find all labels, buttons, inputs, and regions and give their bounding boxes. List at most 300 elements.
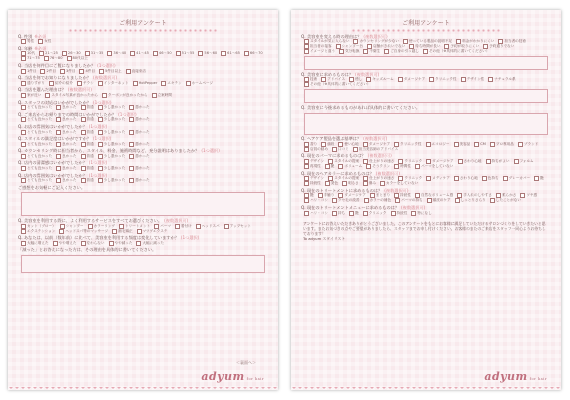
question-text: Q. 美容室を変える時の理由は？ [301,33,362,39]
checkbox[interactable] [99,69,104,74]
option-label: ご自身の引っ越し [390,49,419,54]
free-text-box[interactable] [21,255,265,273]
checkbox[interactable] [224,224,229,229]
checkbox[interactable] [503,176,508,181]
checkbox[interactable] [304,49,309,54]
option-label: 担当者の接客 [310,44,332,49]
question-text: Q. 現在のパーマに求めるものは？ [301,153,366,159]
checkbox[interactable] [81,154,86,159]
answer-option[interactable] [56,166,76,171]
checkbox[interactable] [398,77,403,82]
answer-option[interactable] [98,81,129,86]
answer-option[interactable] [461,77,485,82]
checkbox[interactable] [342,181,347,186]
checkbox[interactable] [304,147,309,152]
answer-option[interactable] [98,142,126,147]
checkbox[interactable] [176,51,181,56]
answer-option[interactable] [129,142,149,147]
checkbox[interactable] [332,147,337,152]
answer-option[interactable] [339,49,359,54]
option-label: エクステンション [27,228,56,233]
answer-option[interactable] [304,181,321,186]
answer-option[interactable] [398,77,425,82]
answer-option[interactable] [81,105,94,110]
answer-option[interactable] [415,164,453,169]
free-text-box[interactable] [304,56,548,70]
checkbox[interactable] [79,69,84,74]
question-note: (複数選択可) [363,33,388,39]
free-text-box[interactable] [304,89,548,103]
checkbox[interactable] [77,81,82,86]
option-label: 再現性 [310,163,321,168]
answer-option[interactable] [411,211,431,216]
answer-option[interactable] [486,159,510,164]
answer-option[interactable] [21,178,52,183]
answer-option[interactable] [56,105,76,110]
option-label: 持ち [337,210,346,215]
answer-option[interactable] [304,49,335,54]
checkbox[interactable] [411,211,416,216]
checkbox[interactable] [394,164,399,169]
checkbox[interactable] [98,117,103,122]
answer-option[interactable] [490,142,514,147]
answer-option[interactable] [59,229,108,234]
checkbox[interactable] [21,93,26,98]
answer-option[interactable] [53,241,77,246]
checkbox[interactable] [98,130,103,135]
checkbox[interactable] [21,105,26,110]
answer-option[interactable] [67,56,88,61]
checkbox[interactable] [81,178,86,183]
answer-option[interactable] [79,69,94,74]
answer-option[interactable] [363,49,380,54]
checkbox[interactable] [161,81,166,86]
answer-option[interactable] [488,77,515,82]
option-label: 艶 [330,163,335,168]
option-label: 悪かった [135,141,150,146]
answer-option[interactable] [49,81,73,86]
answer-option[interactable] [129,105,149,110]
checkbox[interactable] [349,211,354,216]
thank-you-signature: To adyum スタイリスト [303,236,346,242]
checkbox[interactable] [67,56,72,61]
checkbox[interactable] [384,49,389,54]
answer-option[interactable] [304,147,328,152]
checkbox[interactable] [21,69,26,74]
answer-option[interactable] [56,130,76,135]
answer-option[interactable] [423,49,490,54]
answer-option[interactable] [99,69,122,74]
checkbox[interactable] [98,178,103,183]
question-text: Q. 美容室を利用する際に、よく利用するサービスをすべてお選びください。 [18,218,163,224]
answer-option[interactable] [56,178,76,183]
option-label: 大幅に減った [142,240,165,245]
checkbox[interactable] [175,224,180,229]
checkbox[interactable] [304,164,309,169]
answer-option[interactable] [490,198,521,203]
answer-option[interactable] [474,142,486,147]
answer-option[interactable] [332,147,349,152]
answer-option[interactable] [363,211,387,216]
answer-option[interactable] [363,181,376,186]
page-title: ご利用アンケート [402,20,450,27]
checkbox[interactable] [21,81,26,86]
answer-option[interactable] [427,198,451,203]
answer-option[interactable] [454,142,471,147]
checkbox[interactable] [21,229,26,234]
answer-option[interactable] [21,142,52,147]
checkbox[interactable] [133,81,138,86]
answer-option[interactable] [380,181,418,186]
option-label: 61〜65 [227,51,240,56]
option-label: 変わらない [86,240,105,245]
checkbox[interactable] [152,93,157,98]
option-label: しっとりさらり [460,198,486,203]
checkbox[interactable] [112,229,117,234]
answer-option[interactable] [21,241,49,246]
answer-option[interactable] [482,176,499,181]
answer-option[interactable] [81,142,94,147]
checkbox[interactable] [107,51,112,56]
answer-option[interactable] [130,51,149,56]
answer-option[interactable] [21,154,52,159]
answer-option[interactable] [391,211,408,216]
checkbox[interactable] [109,241,114,246]
answer-option[interactable] [364,198,392,203]
checkbox[interactable] [353,147,358,152]
checkbox[interactable] [98,166,103,171]
checkbox[interactable] [366,164,371,169]
checkbox[interactable] [339,49,344,54]
checkbox[interactable] [44,56,49,61]
answer-option[interactable] [81,178,94,183]
answer-option[interactable] [44,56,63,61]
checkbox[interactable] [129,154,134,159]
checkbox[interactable] [53,241,58,246]
checkbox[interactable] [56,166,61,171]
answer-option[interactable] [395,198,423,203]
answer-option[interactable] [77,81,94,86]
checkbox[interactable] [520,193,525,198]
checkbox[interactable] [40,69,45,74]
checkbox[interactable] [363,211,368,216]
checkbox[interactable] [126,69,131,74]
answer-option[interactable] [325,181,338,186]
checkbox[interactable] [364,198,369,203]
answer-option[interactable] [176,51,195,56]
answer-option[interactable] [325,164,335,169]
checkbox[interactable] [518,142,523,147]
checkbox[interactable] [325,181,330,186]
checkbox[interactable] [534,176,539,181]
answer-option[interactable] [454,176,478,181]
answer-option[interactable] [129,130,149,135]
checkbox[interactable] [56,105,61,110]
next-page-label: ＜裏面へ＞ [236,360,256,365]
answer-option[interactable] [353,147,398,152]
checkbox[interactable] [81,166,86,171]
checkbox[interactable] [49,81,54,86]
checkbox[interactable] [21,117,26,122]
option-label: 51〜55 [181,51,195,56]
checkbox[interactable] [129,178,134,183]
checkbox[interactable] [474,142,479,147]
answer-option[interactable] [21,56,40,61]
checkbox[interactable] [38,39,43,44]
checkbox[interactable] [304,82,309,87]
checkbox[interactable] [81,142,86,147]
free-text-box[interactable] [21,192,265,216]
free-text-box[interactable] [304,113,548,135]
answer-option[interactable] [129,178,149,183]
checkbox[interactable] [486,159,491,164]
answer-option[interactable] [153,51,172,56]
answer-option[interactable] [98,117,126,122]
answer-option[interactable] [112,229,132,234]
answer-option[interactable] [81,154,94,159]
answer-option[interactable] [81,130,94,135]
answer-option[interactable] [81,166,94,171]
checkbox[interactable] [488,77,493,82]
answer-option[interactable] [175,224,192,229]
answer-option[interactable] [186,81,214,86]
option-label: デザイン性 [466,77,485,82]
option-label: 良かった [62,166,77,171]
checkbox[interactable] [129,142,134,147]
answer-option[interactable] [161,81,181,86]
checkbox[interactable] [304,211,309,216]
answer-option[interactable] [21,166,52,171]
option-label: 悪かった [135,178,150,183]
question-text: Q. 店内の雰囲気はいかがでしたか？ [18,172,87,178]
checkbox[interactable] [21,142,26,147]
checkbox[interactable] [60,69,65,74]
option-label: 店員の勧め [310,146,328,151]
option-label: ハリ・コシ [310,198,328,203]
answer-option[interactable] [384,49,419,54]
checkbox[interactable] [426,176,431,181]
answer-option[interactable] [349,211,359,216]
checkbox[interactable] [98,142,103,147]
checkbox[interactable] [129,130,134,135]
option-label: とても良かった [27,153,53,158]
checkbox[interactable] [490,142,495,147]
checkbox[interactable] [45,93,50,98]
answer-option[interactable] [126,69,146,74]
checkbox[interactable] [129,166,134,171]
checkbox[interactable] [129,117,134,122]
answer-option[interactable] [196,224,220,229]
answer-option[interactable] [332,198,360,203]
checkbox[interactable] [427,198,432,203]
checkbox[interactable] [514,159,519,164]
checkbox[interactable] [490,198,495,203]
answer-option[interactable] [56,154,76,159]
answer-option[interactable] [98,130,126,135]
checkbox[interactable] [130,51,135,56]
option-label: 3件目 [65,68,76,73]
checkbox[interactable] [482,176,487,181]
checkbox[interactable] [81,130,86,135]
checkbox[interactable] [455,198,460,203]
checkbox[interactable] [198,51,203,56]
answer-option[interactable] [102,93,148,98]
checkbox[interactable] [21,154,26,159]
answer-option[interactable] [304,82,371,87]
checkbox[interactable] [98,154,103,159]
checkbox[interactable] [21,241,26,246]
answer-option[interactable] [221,51,240,56]
option-label: 悪かった [135,129,150,134]
answer-option[interactable] [458,159,482,164]
option-label: まとまり [375,193,391,198]
checkbox[interactable] [21,130,26,135]
option-label: フォルム [519,158,534,163]
answer-option[interactable] [514,159,534,164]
checkbox[interactable] [81,117,86,122]
answer-option[interactable] [40,69,55,74]
option-label: 艶 [355,210,359,215]
checkbox[interactable] [21,178,26,183]
question-note: (1つ選択) [88,123,108,129]
answer-option[interactable] [304,164,321,169]
checkbox[interactable] [186,81,191,86]
checkbox[interactable] [391,211,396,216]
answer-option[interactable] [129,166,149,171]
answer-option[interactable] [429,77,456,82]
checkbox[interactable] [59,229,64,234]
checkbox[interactable] [56,178,61,183]
answer-option[interactable] [21,117,52,122]
answer-option[interactable] [98,105,126,110]
answer-option[interactable] [224,224,251,229]
checkbox[interactable] [454,142,459,147]
answer-option[interactable] [21,69,36,74]
answer-option[interactable] [56,117,76,122]
checkbox[interactable] [102,93,107,98]
checkbox[interactable] [56,154,61,159]
answer-option[interactable] [394,142,421,147]
checkbox[interactable] [137,229,142,234]
answer-option[interactable] [426,176,450,181]
answer-option[interactable] [304,211,328,216]
answer-option[interactable] [98,154,126,159]
checkbox[interactable] [56,117,61,122]
answer-option[interactable] [45,93,98,98]
checkbox[interactable] [423,49,428,54]
answer-option[interactable] [198,51,217,56]
checkbox[interactable] [81,241,86,246]
checkbox[interactable] [429,77,434,82]
answer-option[interactable] [394,164,411,169]
checkbox[interactable] [221,51,226,56]
answer-option[interactable] [133,81,158,86]
checkbox[interactable] [426,142,431,147]
checkbox[interactable] [98,105,103,110]
checkbox[interactable] [304,198,309,203]
checkbox[interactable] [415,164,420,169]
checkbox[interactable] [461,77,466,82]
checkbox[interactable] [21,39,26,44]
answer-option[interactable] [98,166,126,171]
answer-options [18,69,268,74]
answer-option[interactable] [21,39,34,44]
checkbox[interactable] [395,198,400,203]
answer-option[interactable] [129,154,149,159]
answer-option[interactable] [129,117,149,122]
checkbox[interactable] [454,176,459,181]
checkbox[interactable] [458,159,463,164]
checkbox[interactable] [21,166,26,171]
answer-option[interactable] [21,130,52,135]
checkbox[interactable] [332,198,337,203]
answer-option[interactable] [60,69,75,74]
answer-option[interactable] [520,193,537,198]
answer-option[interactable] [244,51,263,56]
answer-option[interactable] [38,39,51,44]
checkbox[interactable] [98,81,103,86]
option-label: ボリューム [344,163,363,168]
answer-option[interactable] [518,142,538,147]
answer-option[interactable] [426,142,450,147]
checkbox[interactable] [56,142,61,147]
answer-option[interactable] [455,198,486,203]
checkbox[interactable] [363,181,368,186]
checkbox[interactable] [244,51,249,56]
checkbox[interactable] [21,56,26,61]
question-text: Q. あなたは、以前（数年前）に比べて、美容室を利用する頻度は変化していますか？ [18,235,179,241]
answer-option[interactable] [21,229,55,234]
answer-option[interactable] [136,241,164,246]
answer-option[interactable] [81,241,105,246]
checkbox[interactable] [332,211,337,216]
answer-option[interactable] [534,176,544,181]
answer-option[interactable] [21,81,45,86]
answer-option[interactable] [137,229,168,234]
option-label: 予約通りでない [489,44,515,49]
answer-option[interactable] [109,241,133,246]
answer-option[interactable] [332,211,345,216]
answer-option[interactable] [338,164,362,169]
checkbox[interactable] [136,241,141,246]
checkbox[interactable] [380,181,385,186]
option-label: 悪かった [135,153,150,158]
checkbox[interactable] [129,105,134,110]
checkbox[interactable] [325,164,330,169]
checkbox[interactable] [56,130,61,135]
answer-option[interactable] [342,181,359,186]
answer-option[interactable] [56,142,76,147]
checkbox[interactable] [304,181,309,186]
answer-option[interactable] [152,93,172,98]
answer-option[interactable] [98,178,126,183]
answer-option[interactable] [304,198,328,203]
checkbox[interactable] [338,164,343,169]
option-label: 26〜30 [67,51,81,56]
answer-options [18,224,268,234]
answer-option[interactable] [107,51,126,56]
checkbox[interactable] [363,49,368,54]
checkbox[interactable] [81,105,86,110]
answer-option[interactable] [366,164,390,169]
answer-option[interactable] [21,93,41,98]
option-label: とても良かった [27,178,53,183]
checkbox[interactable] [196,224,201,229]
answer-option[interactable] [21,105,52,110]
answer-option[interactable] [81,117,94,122]
checkbox[interactable] [153,51,158,56]
answer-option[interactable] [503,176,531,181]
